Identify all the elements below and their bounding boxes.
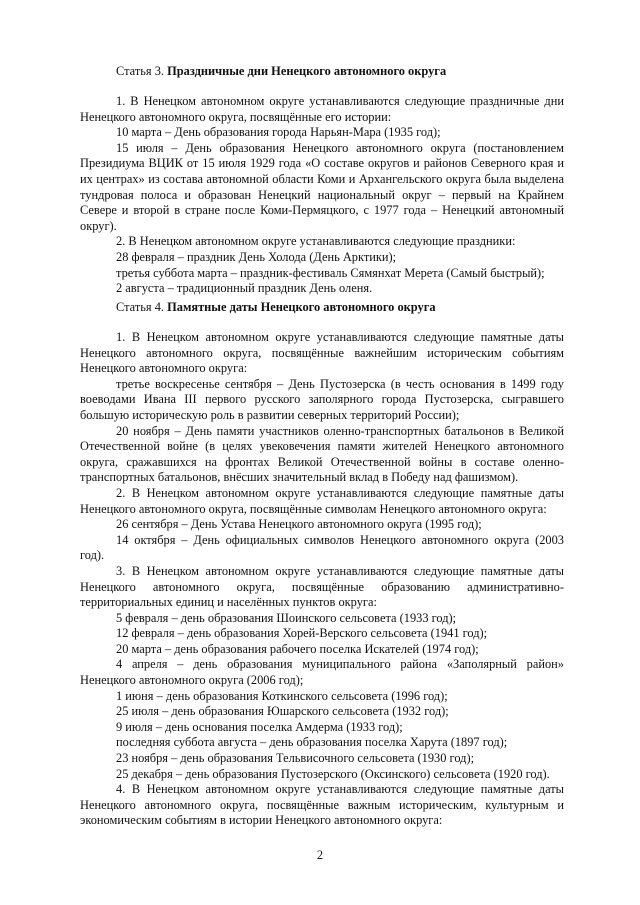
article-4-paragraph-1: 1. В Ненецком автономном округе устанавливаются следующие памятные даты Ненецкого автономного округа, посвящённые важнейшим историческим событиям Ненецкого автономного округа: [80,330,564,376]
list-item: 5 февраля – день образования Шоинского сельсовета (1933 год); [116,610,457,625]
page-number: 2 [316,848,324,862]
list-item: 15 июля – День образования Ненецкого автономного округа (постановлением Президиума ВЦИК от 15 июля 1929 года «О составе округов и районов Северного края и их центрах» из состава автономной области Коми и Архангельского округа была выделена тундровая полоса и образован Ненецкий национальный округ – первый на Крайнем Севере и второй в стране после Коми-Пермяцкого, с 1977 года – Ненецкий автономный округ). [80,140,564,233]
article-4-paragraph-3: 3. В Ненецком автономном округе устанавливаются следующие памятные даты Ненецкого автономного округа, посвящённые образованию административно-территориальных единиц и населённых пунктов округа: [80,563,564,610]
list-item: 20 марта – день образования рабочего поселка Искателей (1974 год); [116,641,479,656]
article-4-heading [116,300,436,316]
list-item: третье воскресенье сентября – День Пустозерска (в честь основания в 1499 году воеводами Ивана III первого русского заполярного города Пустозерска, сыгравшего большую историческую роль в развитии северных территорий России); [80,376,564,422]
list-item: последняя суббота августа – день образования поселка Харута (1897 год); [116,735,508,750]
list-item: 28 февраля – праздник День Холода (День Арктики); [116,249,397,264]
list-item: 23 ноября – день образования Тельвисочного сельсовета (1930 год); [116,751,475,766]
list-item: третья суббота марта – праздник-фестиваль Сямянхат Мерета (Самый быстрый); [116,265,545,280]
article-4-number: Статья 4. [116,300,168,314]
article-3-body [80,94,564,297]
article-3-paragraph-2: 2. В Ненецком автономном округе устанавливаются следующие праздники: [116,234,516,249]
article-3-number: Статья 3. [116,64,168,78]
list-item: 14 октября – День официальных символов Ненецкого автономного округа (2003 год). [80,532,564,563]
article-3-title: Праздничные дни Ненецкого автономного округа [167,64,447,78]
article-4-paragraph-2: 2. В Ненецком автономном округе устанавливаются следующие памятные даты Ненецкого автономного округа, посвящённые символам Ненецкого автономного округа: [80,485,564,516]
article-4-paragraph-4: 4. В Ненецком автономном округе устанавливаются следующие памятные даты Ненецкого автономного округа, посвящённые важным историческим, культурным и экономическим событиям в истории Ненецкого автономного округа: [80,782,564,828]
list-item: 9 июля – день основания поселка Амдерма (1933 год); [116,719,403,734]
article-3-paragraph-1: 1. В Ненецком автономном округе устанавливаются следующие праздничные дни Ненецкого автономного округа, посвящённые его истории: [80,94,564,124]
list-item: 1 июня – день образования Коткинского сельсовета (1996 год); [116,688,448,703]
article-4-title: Памятные даты Ненецкого автономного округа [167,300,436,314]
list-item: 10 марта – День образования города Нарьян-Мара (1935 год); [116,125,441,140]
list-item: 25 декабря – день образования Пустозерского (Оксинского) сельсовета (1920 год). [116,766,550,781]
article-3-heading [116,64,446,80]
list-item: 12 февраля – день образования Хорей-Верского сельсовета (1941 год); [116,626,488,641]
list-item: 25 июля – день образования Юшарского сельсовета (1932 год); [116,704,449,719]
article-4-body [80,330,564,829]
list-item: 26 сентября – День Устава Ненецкого автономного округа (1995 год); [116,517,482,532]
list-item: 2 августа – традиционный праздник День оленя. [116,281,373,296]
list-item: 4 апреля – день образования муниципального района «Заполярный район» Ненецкого автономного округа (2006 год); [80,657,564,688]
list-item: 20 ноября – День памяти участников оленно-транспортных батальонов в Великой Отечественной войне (в целях увековечения памяти жителей Ненецкого автономного округа, сражавшихся на фронтах Великой Отечественной войны в составе оленно-транспортных батальонов, внёсших значительный вклад в Победу над фашизмом). [80,423,564,485]
